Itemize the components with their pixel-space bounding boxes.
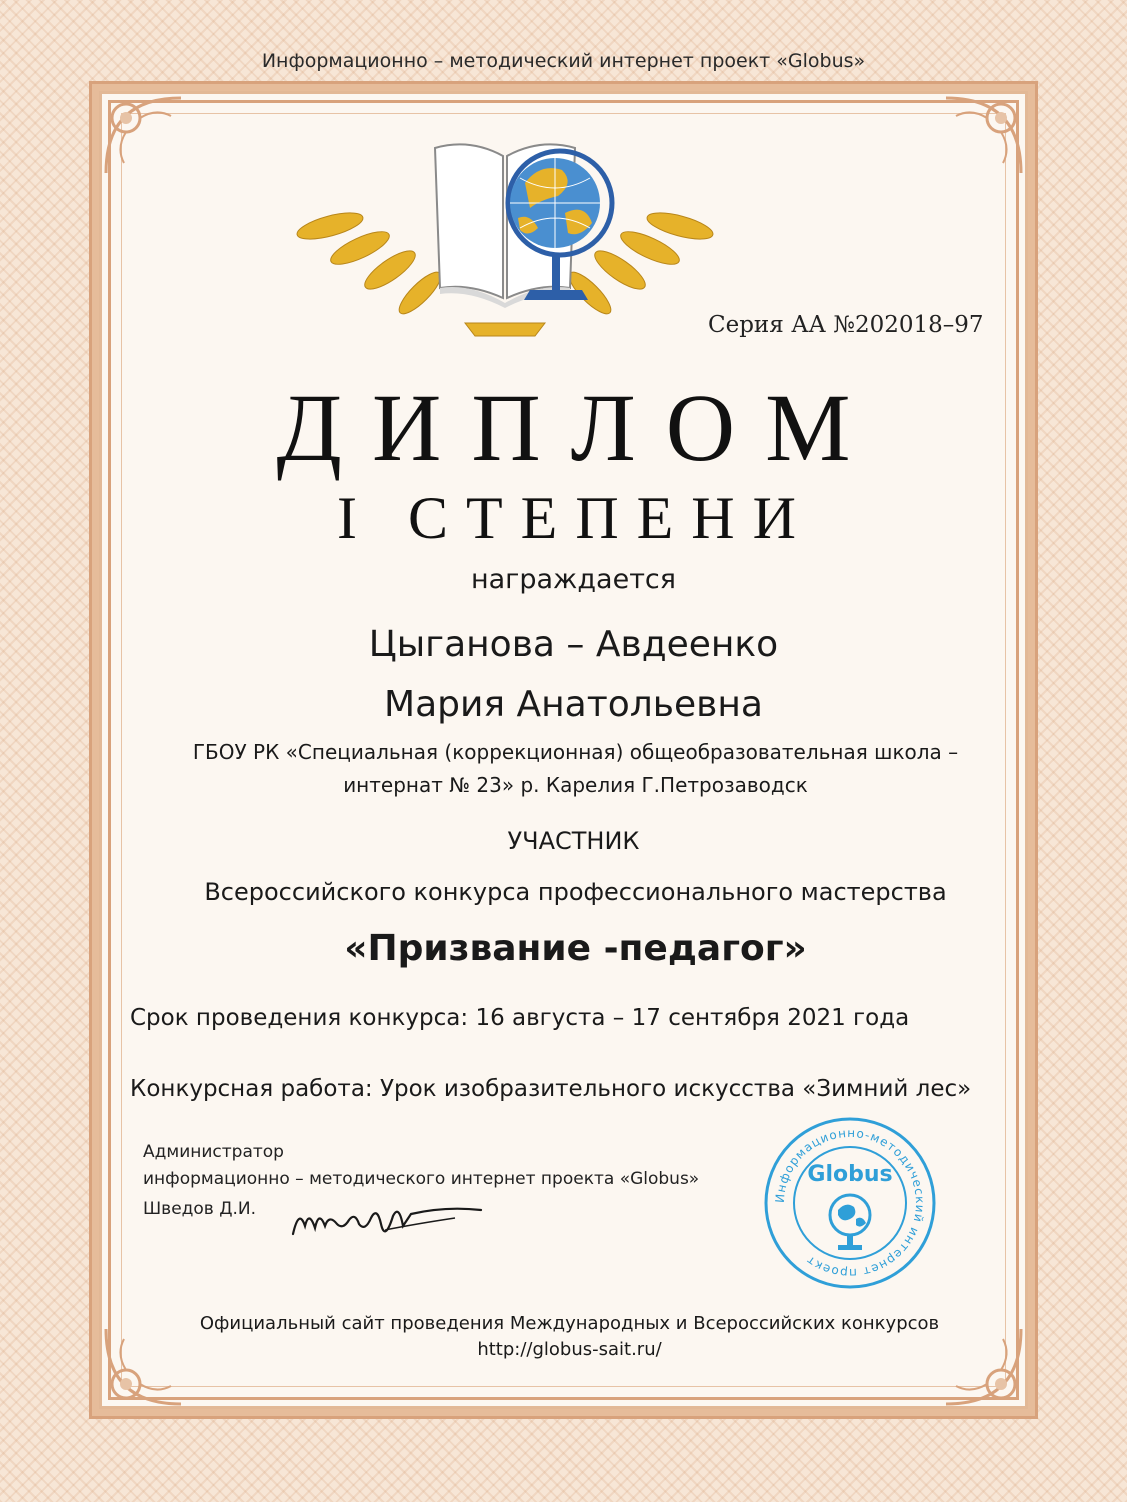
series-number: Серия АА №202018–97 — [708, 312, 984, 338]
recipient-organization-line1: ГБОУ РК «Специальная (коррекционная) общеобразовательная школа – — [192, 740, 959, 764]
recipient-name-line2: Мария Анатольевна — [384, 684, 763, 725]
globe-book-emblem-icon — [290, 108, 720, 348]
awarded-label: награждается — [470, 564, 677, 595]
stamp-brand: Globus — [807, 1162, 893, 1187]
signature-icon — [285, 1196, 485, 1246]
corner-ornament-icon — [936, 88, 1031, 183]
project-header: Информационно – методический интернет проект «Globus» — [261, 50, 866, 72]
page-title: ДИПЛОМ — [276, 374, 881, 481]
footer-text: Официальный сайт проведения Международных и Всероссийских конкурсов — [199, 1313, 940, 1334]
contest-description: Всероссийского конкурса профессионального мастерства — [204, 878, 947, 906]
participant-role: УЧАСТНИК — [507, 827, 640, 855]
degree-title: I СТЕПЕНИ — [337, 485, 814, 551]
stamp-ring-text: Информационно-методический интернет проект — [772, 1125, 928, 1281]
admin-name: Шведов Д.И. — [143, 1199, 257, 1219]
contest-name: «Призвание -педагог» — [344, 928, 807, 969]
recipient-name-line1: Цыганова – Авдеенко — [368, 624, 779, 665]
contest-period: Срок проведения конкурса: 16 августа – 17 сентября 2021 года — [130, 1005, 910, 1031]
globus-stamp-icon — [762, 1115, 938, 1291]
footer-url: http://globus-sait.ru/ — [477, 1339, 662, 1360]
admin-project: информационно – методического интернет проекта «Globus» — [143, 1169, 700, 1189]
corner-ornament-icon — [96, 88, 191, 183]
svg-text:Информационно-методический инт — [773, 1126, 927, 1280]
contest-work: Конкурсная работа: Урок изобразительного искусства «Зимний лес» — [130, 1076, 972, 1102]
admin-title: Администратор — [143, 1142, 284, 1162]
recipient-organization-line2: интернат № 23» р. Карелия Г.Петрозаводск — [343, 773, 808, 797]
